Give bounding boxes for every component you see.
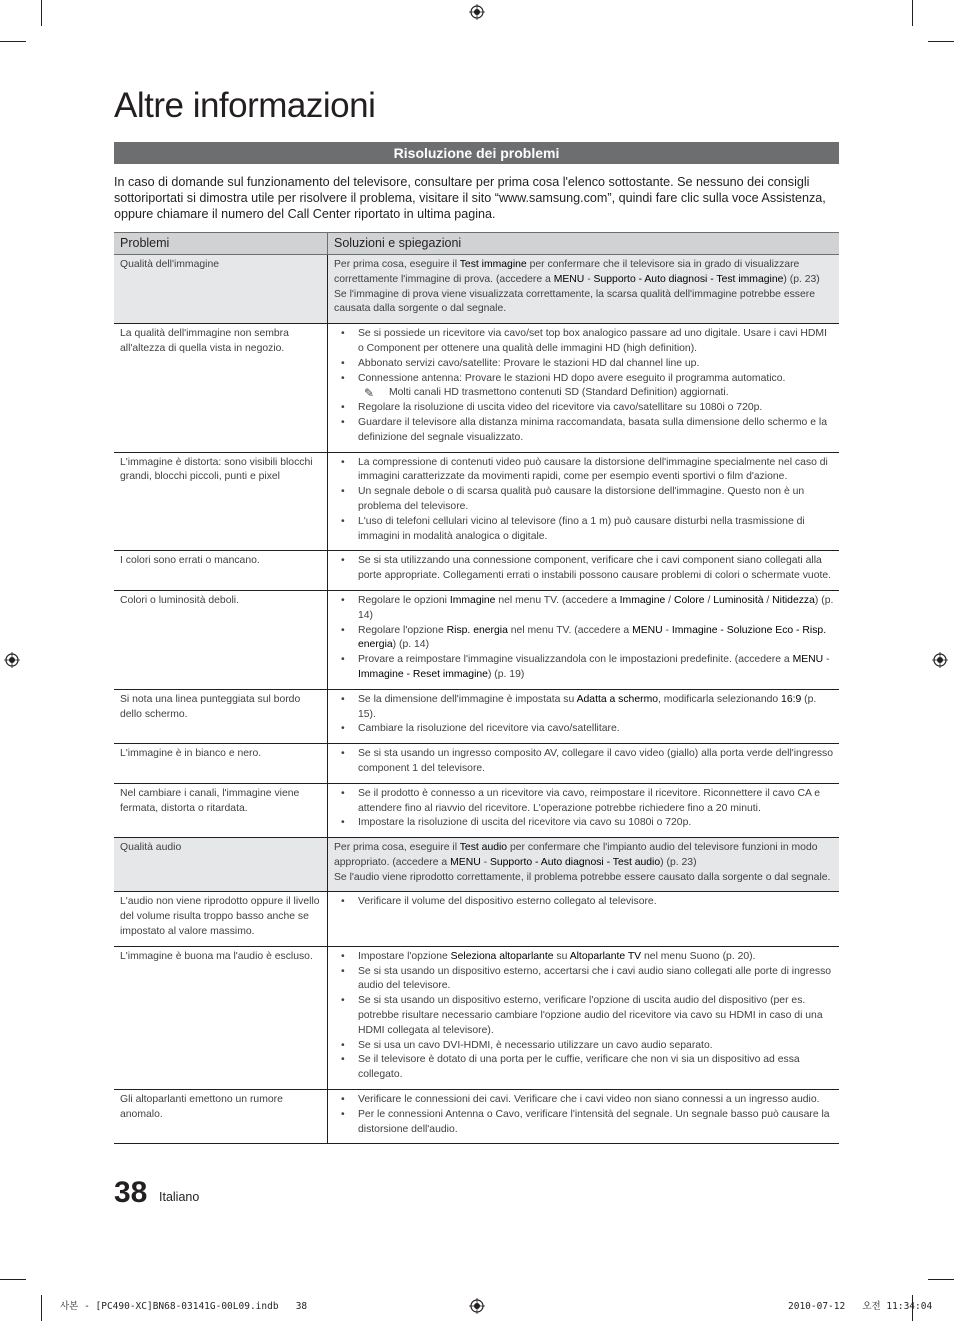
solution-cell (328, 783, 840, 837)
crop-mark (0, 41, 26, 42)
solution-bullet: • Se il televisore è dotato di una porta per le cuffie, verificare che non vi sia un dispositivo ad essa collegato. (334, 1053, 834, 1083)
crop-mark (0, 1279, 26, 1280)
solution-cell (328, 838, 840, 892)
solution-cell (328, 744, 840, 784)
table-row (114, 892, 839, 946)
registration-mark-icon (932, 652, 948, 668)
solution-cell (328, 551, 840, 591)
solution-text: Per prima cosa, eseguire il Test audio per confermare che l'impianto audio del televisore funzioni in modo appropriato. (accedere a MENU - Supporto - Auto diagnosi - Test audio) (p. 23) Se l'audio viene riprodotto correttamente, il problema potrebbe essere causato dalla sorgente o dal segnale. (334, 842, 831, 883)
crop-mark (912, 0, 913, 26)
crop-mark (41, 0, 42, 26)
solution-bullet: • Verificare le connessioni dei cavi. Verificare che i cavi video non siano connessi a un ingresso audio. (334, 1093, 834, 1108)
solution-bullet: • Se si sta utilizzando una connessione component, verificare che i cavi component siano collegati alla porte appropriate. Collegamenti errati o instabili possono causare problemi di colori o schermate vuote. (334, 554, 834, 584)
registration-mark-icon (4, 652, 20, 668)
problem-cell: La qualità dell'immagine non sembra all'altezza di quella vista in negozio. (114, 324, 328, 452)
table-row (114, 744, 839, 784)
print-slug-file: 사본 - [PC490-XC]BN68-03141G-00L09.indb 38 (60, 1301, 308, 1312)
table-row (114, 551, 839, 591)
problem-cell: L'immagine è buona ma l'audio è escluso. (114, 946, 328, 1089)
table-row (114, 946, 839, 1089)
solution-bullet: • Cambiare la risoluzione del ricevitore via cavo/satellitare. (334, 722, 834, 737)
table-row (114, 783, 839, 837)
registration-mark-icon (469, 1298, 485, 1314)
solution-bullet: • La compressione di contenuti video può causare la distorsione dell'immagine specialmente nel caso di immagini caratterizzate da movimenti rapidi, come per esempio eventi sportivi o film d'azione. (334, 456, 834, 486)
solution-bullet: • Impostare l'opzione Seleziona altoparlante su Altoparlante TV nel menu Suono (p. 20). (334, 950, 834, 965)
solution-list (334, 693, 834, 737)
solution-bullet: • Per le connessioni Antenna o Cavo, verificare l'intensità del segnale. Un segnale basso può causare la distorsione dell'audio. (334, 1108, 834, 1138)
solution-list (334, 1093, 834, 1137)
table-row (114, 1090, 839, 1144)
problem-cell: I colori sono errati o mancano. (114, 551, 328, 591)
table-header-row (114, 233, 839, 255)
solution-list (334, 594, 834, 683)
solution-list (334, 787, 834, 831)
problem-cell: Qualità dell'immagine (114, 255, 328, 324)
note-text: Molti canali HD trasmettono contenuti SD (Standard Definition) aggiornati. (389, 387, 729, 399)
solution-bullet: • Impostare la risoluzione di uscita del ricevitore via cavo su 1080i o 720p. (334, 816, 834, 831)
crop-mark (928, 41, 954, 42)
table-row (114, 255, 839, 324)
table-row (114, 689, 839, 743)
solution-list (334, 895, 834, 910)
registration-mark-icon (469, 4, 485, 20)
solution-bullet: • Verificare il volume del dispositivo esterno collegato al televisore. (334, 895, 834, 910)
solution-bullet: • Regolare le opzioni Immagine nel menu TV. (accedere a Immagine / Colore / Luminosità / Nitidezza) (p. 14) (334, 594, 834, 624)
solution-bullet: • Guardare il televisore alla distanza minima raccomandata, basata sulla dimensione dello schermo e la definizione del segnale visualizzato. (334, 416, 834, 446)
solution-cell (328, 324, 840, 452)
problem-cell: L'audio non viene riprodotto oppure il livello del volume risulta troppo basso anche se impostato al valore massimo. (114, 892, 328, 946)
table-row (114, 590, 839, 689)
solution-bullet: • Se si sta usando un ingresso composito AV, collegare il cavo video (giallo) alla porta verde dell'ingresso component 1 del televisore. (334, 747, 834, 777)
solution-cell (328, 452, 840, 551)
solution-list (334, 747, 834, 777)
problem-cell: Nel cambiare i canali, l'immagine viene fermata, distorta o ritardata. (114, 783, 328, 837)
table-row (114, 324, 839, 452)
print-slug-date: 2010-07-12 오전 11:34:04 (788, 1301, 933, 1312)
solution-bullet: • Se si sta usando un dispositivo esterno, verificare l'opzione di uscita audio del dispositivo (per es. potrebbe risultare necessario cambiare l'opzione audio del ricevitore via cavo su HDMI in caso di una HDMI collegata al televisore). (334, 994, 834, 1038)
solution-list (334, 554, 834, 584)
page-language: Italiano (159, 1190, 200, 1204)
table-row (114, 838, 839, 892)
solution-cell (328, 892, 840, 946)
problem-cell: Si nota una linea punteggiata sul bordo dello schermo. (114, 689, 328, 743)
solution-cell (328, 689, 840, 743)
intro-paragraph: In caso di domande sul funzionamento del televisore, consultare per prima cosa l'elenco sottostante. Se nessuno dei consigli sottoriportati si dimostra utile per risolvere il problema, visitare il sito “www.samsung.com”, quindi fare clic sulla voce Assistenza, oppure chiamare il numero del Call Center riportato in ultima pagina. (114, 175, 826, 222)
solution-bullet: • Se si usa un cavo DVI-HDMI, è necessario utilizzare un cavo audio separato. (334, 1039, 834, 1054)
solution-bullet: • Abbonato servizi cavo/satellite: Provare le stazioni HD dal channel line up. (334, 357, 834, 372)
section-title: Risoluzione dei problemi (114, 142, 839, 164)
problem-cell: Colori o luminosità deboli. (114, 590, 328, 689)
problem-cell: L'immagine è in bianco e nero. (114, 744, 328, 784)
solution-bullet: • Se la dimensione dell'immagine è impostata su Adatta a schermo, modificarla selezionando 16:9 (p. 15). (334, 693, 834, 723)
page-title: Altre informazioni (114, 86, 376, 125)
solution-list (334, 950, 834, 1083)
solution-bullet: • Regolare la risoluzione di uscita video del ricevitore via cavo/satellitare su 1080i o 720p. (334, 401, 834, 416)
crop-mark (41, 1295, 42, 1321)
note (334, 386, 834, 401)
solution-bullet: • Un segnale debole o di scarsa qualità può causare la distorsione dell'immagine. Questo non è un problema del televisore. (334, 485, 834, 515)
solution-bullet: • Connessione antenna: Provare le stazioni HD dopo avere eseguito il programma automatico. (334, 372, 834, 387)
pencil-note-icon: ✎ (364, 386, 375, 401)
solution-cell (328, 590, 840, 689)
crop-mark (928, 1279, 954, 1280)
solution-cell (328, 255, 840, 324)
solution-cell (328, 946, 840, 1089)
solution-list (334, 327, 834, 445)
problem-cell: L'immagine è distorta: sono visibili blocchi grandi, blocchi piccoli, punti e pixel (114, 452, 328, 551)
solution-bullet: • Provare a reimpostare l'immagine visualizzandola con le impostazioni predefinite. (accedere a MENU - Immagine - Reset immagine) (p. 19) (334, 653, 834, 683)
solution-text: Per prima cosa, eseguire il Test immagine per confermare che il televisore sia in grado di visualizzare correttamente l'immagine di prova. (accedere a MENU - Supporto - Auto diagnosi - Test immagine) (p. 23) Se l'immagine di prova viene visualizzata correttamente, la scarsa qualità dell'immagine potrebbe essere causata dalla sorgente o dal segnale. (334, 259, 820, 315)
solution-bullet: • L'uso di telefoni cellulari vicino al televisore (fino a 1 m) può causare disturbi nella trasmissione di immagini in modalità analogica o digitale. (334, 515, 834, 545)
solution-bullet: • Se il prodotto è connesso a un ricevitore via cavo, reimpostare il ricevitore. Riconnettere il cavo CA e attendere fino al riavvio del ricevitore. L'operazione potrebbe richiedere fino a 20 minuti. (334, 787, 834, 817)
troubleshooting-table (114, 232, 839, 1144)
solution-cell (328, 1090, 840, 1144)
table-row (114, 452, 839, 551)
solution-bullet: • Se si possiede un ricevitore via cavo/set top box analogico passare ad uno digitale. Usare i cavi HDMI o Component per ottenere una qualità delle immagini HD (high definition). (334, 327, 834, 357)
column-header-problems: Problemi (114, 233, 328, 255)
solution-bullet: • Regolare l'opzione Risp. energia nel menu TV. (accedere a MENU - Immagine - Soluzione Eco - Risp. energia) (p. 14) (334, 624, 834, 654)
problem-cell: Gli altoparlanti emettono un rumore anomalo. (114, 1090, 328, 1144)
column-header-solutions: Soluzioni e spiegazioni (328, 233, 840, 255)
solution-list (334, 456, 834, 545)
solution-bullet: • Se si sta usando un dispositivo esterno, accertarsi che i cavi audio siano collegati alle porte di ingresso audio del televisore. (334, 965, 834, 995)
page-number: 38 (114, 1176, 148, 1209)
problem-cell: Qualità audio (114, 838, 328, 892)
